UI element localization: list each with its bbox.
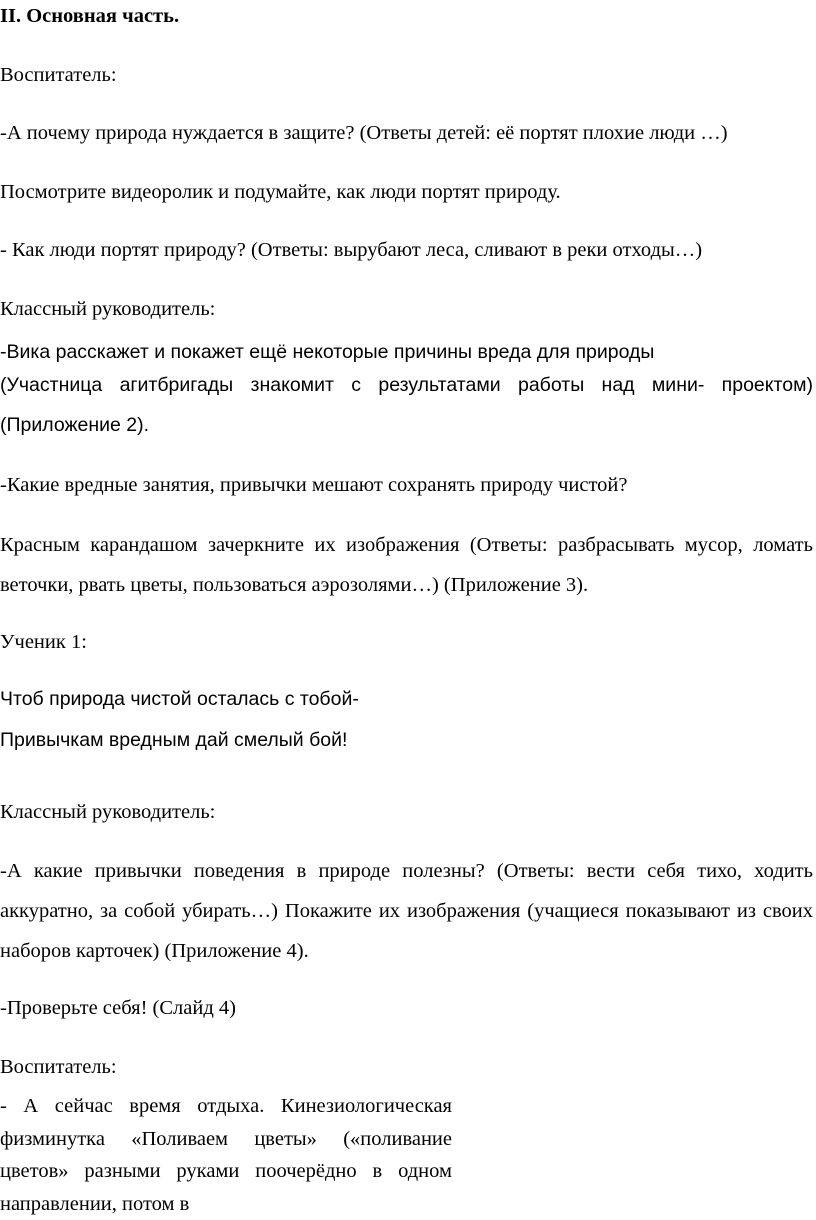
paragraph-question-damage: - Как люди портят природу? (Ответы: вырубают леса, сливают в реки отходы…) (0, 239, 703, 261)
paragraph-question-nature: -А почему природа нуждается в защите? (Ответы детей: её портят плохие люди …) (0, 122, 728, 144)
paragraph-video: Посмотрите видеоролик и подумайте, как люди портят природу. (0, 181, 561, 203)
paragraph-question-habits: -Какие вредные занятия, привычки мешают сохранять природу чистой? (0, 474, 628, 496)
paragraph-check: -Проверьте себя! (Слайд 4) (0, 997, 236, 1019)
speaker-class-teacher: Классный руководитель: (0, 801, 216, 823)
section-heading: II. Основная часть. (0, 5, 180, 27)
paragraph-participant: (Участница агитбригады знакомит с результатами работы над мини- проектом) (Приложение 2). (0, 374, 813, 436)
poem-line: Чтоб природа чистой осталась с тобой- (0, 688, 359, 710)
paragraph-useful-habits: -А какие привычки поведения в природе полезны? (Ответы: вести себя тихо, ходить аккуратно, за собой убирать…) Покажите их изображения (учащиеся показывают из своих наборов карточек) (Приложение 4). (0, 860, 813, 962)
paragraph-vika: -Вика расскажет и покажет ещё некоторые причины вреда для природы (0, 341, 655, 363)
poem-line: Привычкам вредным дай смелый бой! (0, 729, 348, 751)
speaker-student: Ученик 1: (0, 631, 87, 653)
speaker-class-teacher: Классный руководитель: (0, 298, 216, 320)
speaker-educator: Воспитатель: (0, 64, 117, 86)
speaker-educator: Воспитатель: (0, 1056, 117, 1078)
paragraph-rest-break: - А сейчас время отдыха. Кинезиологическая физминутка «Поливаем цветы» («поливание цветов» разными руками поочерёдно в одном направлении, потом в (0, 1095, 452, 1215)
paragraph-red-pencil: Красным карандашом зачеркните их изображения (Ответы: разбрасывать мусор, ломать веточки, рвать цветы, пользоваться аэрозолями…) (Приложение 3). (0, 534, 813, 596)
